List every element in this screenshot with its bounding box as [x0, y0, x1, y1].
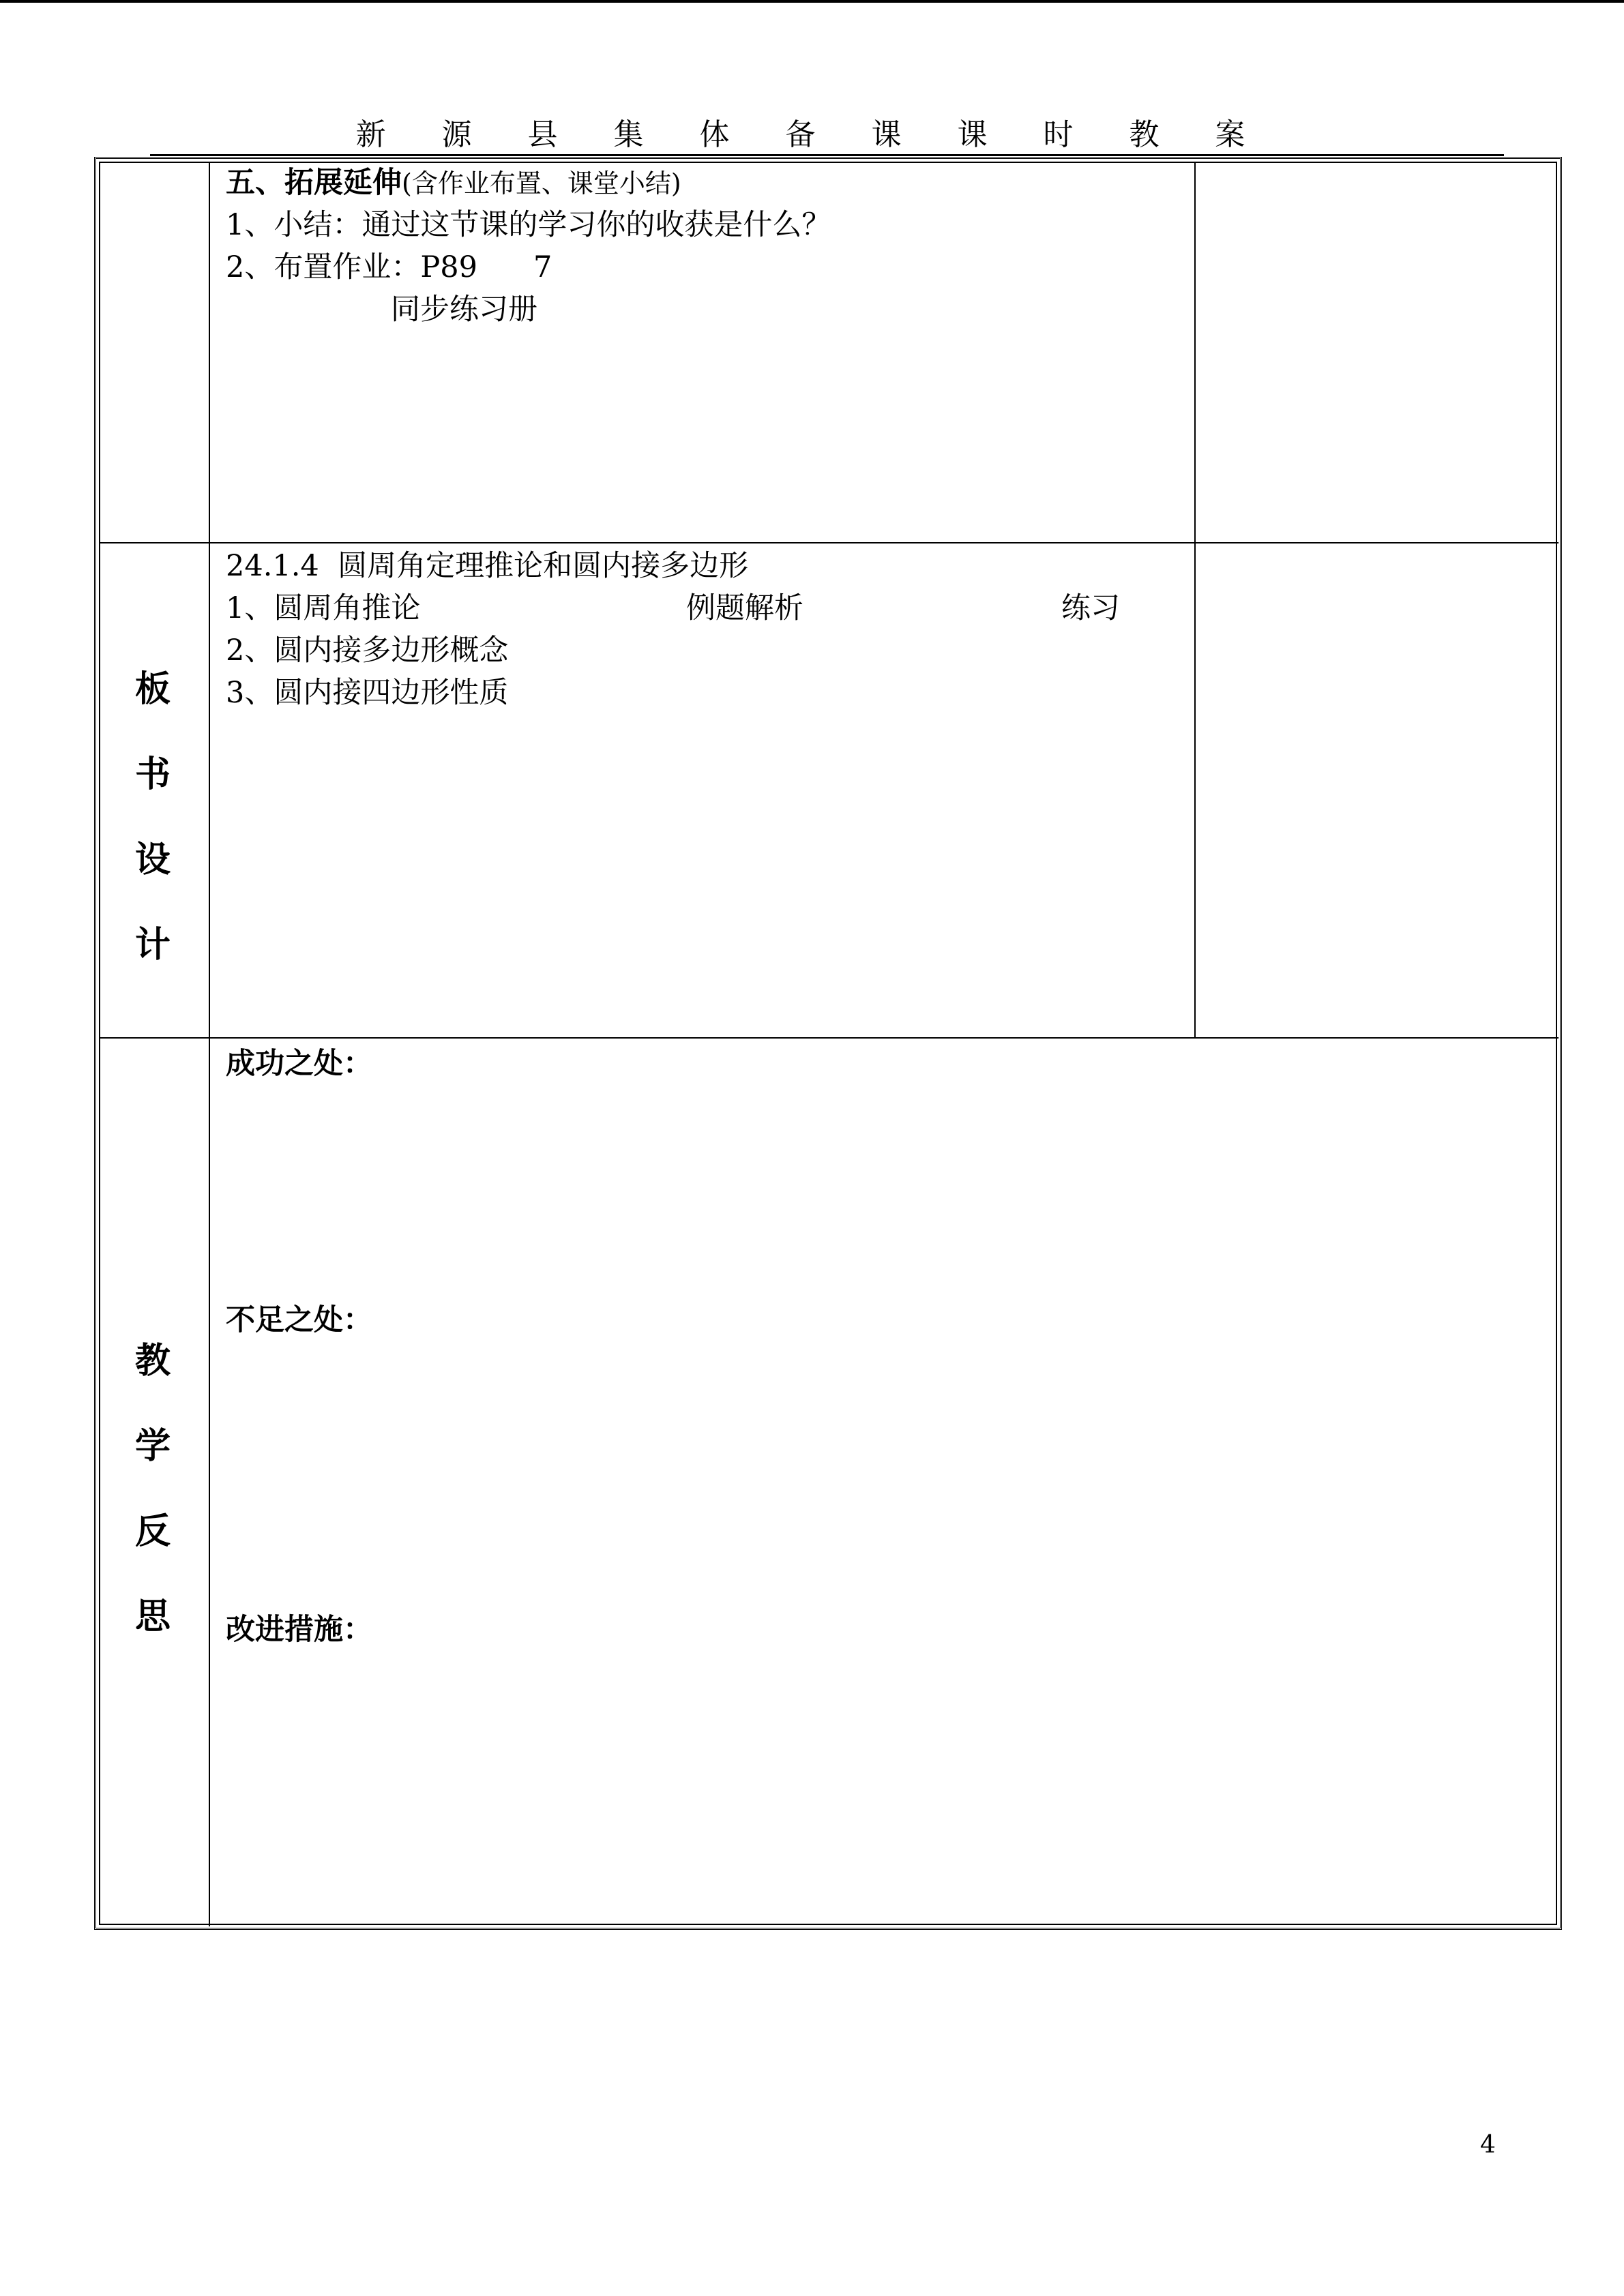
extension-heading-note: (含作业布置、课堂小结) [402, 168, 681, 198]
reflection-label-3: 反 [134, 1511, 171, 1552]
board-design-label-2: 书 [134, 754, 171, 795]
board-design-example: 例题解析 [686, 591, 803, 625]
reflection-shortcoming: 不足之处： [226, 1303, 372, 1337]
extension-summary: 1、小结：通过这节课的学习你的收获是什么？ [226, 208, 831, 242]
extension-homework: 2、布置作业：P89 7 [226, 250, 552, 284]
col-divider-label [209, 162, 210, 1926]
board-design-title: 24.1.4 圆周角定理推论和圆内接多边形 [226, 549, 749, 583]
board-design-label-3: 设 [134, 839, 171, 880]
board-design-item-3: 3、圆内接四边形性质 [226, 676, 509, 710]
row-divider-1 [99, 542, 1559, 543]
row-divider-2 [99, 1037, 1559, 1039]
board-design-label-1: 板 [134, 669, 171, 710]
page-number: 4 [1480, 2131, 1496, 2159]
reflection-success: 成功之处： [226, 1047, 372, 1081]
reflection-label-2: 学 [134, 1426, 171, 1467]
reflection-improvement: 改进措施： [226, 1613, 372, 1647]
extension-workbook: 同步练习册 [391, 293, 537, 327]
board-design-item-2: 2、圆内接多边形概念 [226, 633, 509, 668]
board-design-label-4: 计 [134, 925, 171, 966]
reflection-label-4: 思 [134, 1596, 171, 1637]
header-rule [150, 154, 1504, 156]
document-header: 新 源 县 集 体 备 课 课 时 教 案 [355, 117, 1269, 152]
extension-heading-line [226, 162, 681, 205]
page-top-border [0, 0, 1624, 3]
extension-heading: 五、拓展延伸 [226, 166, 402, 200]
board-design-item-1: 1、圆周角推论 [226, 591, 421, 625]
reflection-label-1: 教 [134, 1341, 171, 1382]
col-divider-notes [1194, 162, 1196, 1039]
board-design-practice: 练习 [1061, 591, 1120, 625]
lesson-plan-table [94, 157, 1562, 1930]
